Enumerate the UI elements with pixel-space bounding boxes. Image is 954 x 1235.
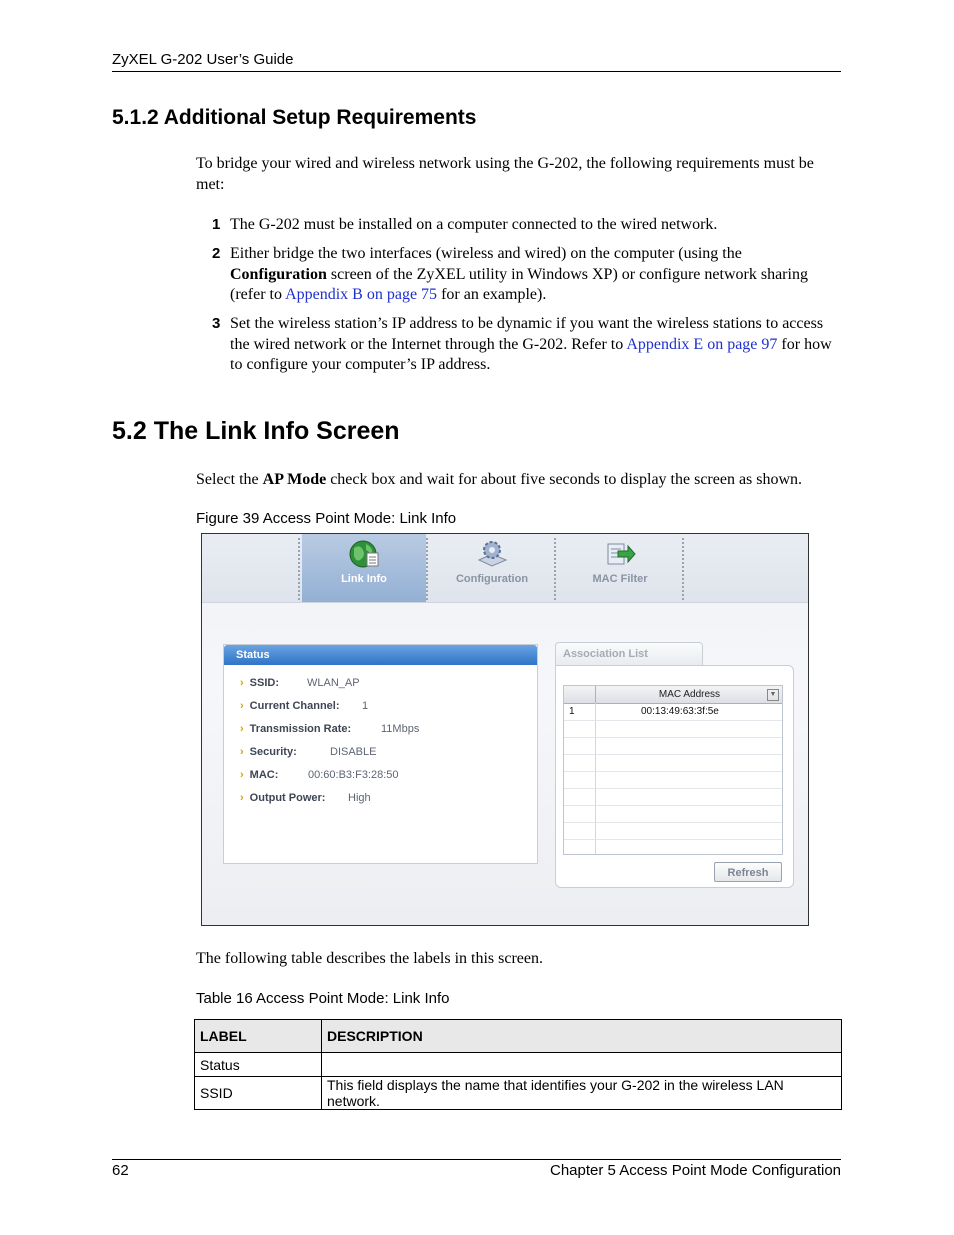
figure-caption: Figure 39 Access Point Mode: Link Info: [196, 510, 457, 527]
status-key: Security:: [249, 746, 297, 758]
chevron-right-icon: ›: [240, 769, 244, 781]
filter-icon: [604, 538, 636, 570]
ap-mode-term: AP Mode: [262, 471, 327, 488]
description-table: [194, 1019, 842, 1110]
association-panel: [555, 665, 794, 888]
status-title: Status: [224, 645, 537, 665]
table-row-mac: 00:13:49:63:3f:5e: [641, 706, 719, 717]
header-rule: [112, 71, 841, 72]
status-key: MAC:: [249, 769, 279, 781]
step-text-part: for an example).: [437, 286, 547, 303]
grid-line: [564, 720, 782, 721]
toolbar-separator: [554, 538, 556, 600]
toolbar-separator: [426, 538, 428, 600]
label-column-header: LABEL: [195, 1020, 322, 1053]
grid-line: [564, 737, 782, 738]
status-row-rate: [240, 723, 420, 735]
text-part: check box and wait for about five seconds to display the screen as shown.: [326, 471, 803, 488]
status-value: 00:60:B3:F3:28:50: [308, 769, 399, 781]
status-value: 11Mbps: [381, 723, 420, 735]
column-divider: [595, 703, 596, 854]
status-row-mac: [240, 769, 399, 781]
association-table-header: [564, 686, 782, 704]
status-key: SSID:: [249, 677, 280, 689]
step-bold-term: Configuration: [230, 265, 327, 283]
toolbar-separator: [298, 538, 300, 600]
status-panel: [223, 644, 538, 864]
tab-association-list[interactable]: Association List: [555, 642, 703, 666]
refresh-button[interactable]: Refresh: [714, 862, 782, 882]
step-text: [230, 314, 842, 376]
chevron-right-icon: ›: [240, 792, 244, 804]
step-text-part: Either bridge the two interfaces (wireless and wired) on the computer (using the: [230, 245, 742, 262]
status-row-channel: [240, 700, 369, 712]
step-number: 1: [212, 216, 221, 233]
table-header-row: [195, 1020, 842, 1053]
step-number: 3: [212, 315, 221, 332]
appendix-b-link[interactable]: Appendix B on page 75: [285, 286, 438, 303]
chevron-right-icon: ›: [240, 700, 244, 712]
status-row-security: [240, 746, 377, 758]
following-paragraph: The following table describes the labels in this screen.: [196, 950, 544, 967]
step-text: [230, 244, 842, 306]
gear-icon: [476, 538, 508, 570]
tab-label: Link Info: [341, 573, 387, 585]
footer-rule: [112, 1159, 841, 1160]
select-paragraph: [196, 470, 846, 491]
status-key: Current Channel:: [249, 700, 340, 712]
status-value: High: [348, 792, 371, 804]
status-value: WLAN_AP: [307, 677, 360, 689]
tab-label: Configuration: [455, 573, 529, 585]
tab-link-info[interactable]: [302, 534, 426, 602]
intro-paragraph: To bridge your wired and wireless network using the G-202, the following requirements must be met:: [196, 155, 814, 193]
chevron-right-icon: ›: [240, 723, 244, 735]
mac-address-column-header[interactable]: [595, 686, 783, 703]
toolbar: [202, 534, 808, 603]
status-value: DISABLE: [330, 746, 377, 758]
step-text-part: screen of the ZyXEL utility in Windows XP) or configure network sharing (refer to: [230, 265, 808, 303]
running-header: ZyXEL G-202 User’s Guide: [112, 51, 294, 68]
chevron-right-icon: ›: [240, 677, 244, 689]
table-cell-label: Status: [195, 1053, 322, 1077]
section-heading: 5.1.2 Additional Setup Requirements: [112, 106, 477, 129]
table-caption: Table 16 Access Point Mode: Link Info: [196, 990, 450, 1007]
table-row: [195, 1077, 842, 1110]
chevron-down-icon[interactable]: ▼: [767, 689, 779, 701]
link-info-screenshot: [201, 533, 809, 926]
grid-line: [564, 754, 782, 755]
status-key: Output Power:: [249, 792, 326, 804]
status-key: Transmission Rate:: [249, 723, 352, 735]
step-text: The G-202 must be installed on a computer connected to the wired network.: [230, 216, 718, 233]
association-table[interactable]: [563, 685, 783, 855]
grid-line: [564, 822, 782, 823]
status-row-ssid: [240, 677, 360, 689]
toolbar-separator: [682, 538, 684, 600]
footer-chapter-title: Chapter 5 Access Point Mode Configuration: [550, 1162, 841, 1179]
chevron-right-icon: ›: [240, 746, 244, 758]
table-cell-description: [322, 1053, 842, 1077]
globe-icon: [348, 538, 380, 570]
grid-line: [564, 805, 782, 806]
table-cell-label: SSID: [195, 1077, 322, 1110]
page-number: 62: [112, 1162, 129, 1179]
grid-line: [564, 771, 782, 772]
text-part: Select the: [196, 471, 263, 488]
status-row-power: [240, 792, 371, 804]
section-heading: 5.2 The Link Info Screen: [112, 417, 400, 445]
step-number: 2: [212, 245, 221, 262]
tab-configuration[interactable]: [430, 534, 554, 602]
tab-mac-filter[interactable]: [558, 534, 682, 602]
step-text-part: Set the wireless station’s IP address to be dynamic if you want the wireless stations to access the wired network or the Internet through the G-202. Refer to: [230, 315, 824, 353]
grid-line: [564, 788, 782, 789]
status-value: 1: [362, 700, 369, 712]
table-row: [195, 1053, 842, 1077]
grid-line: [564, 839, 782, 840]
tab-label: MAC Filter: [592, 573, 648, 585]
table-row-index: 1: [569, 706, 575, 717]
description-column-header: DESCRIPTION: [322, 1020, 842, 1053]
table-cell-description: This field displays the name that identifies your G-202 in the wireless LAN network.: [322, 1077, 842, 1110]
appendix-e-link[interactable]: Appendix E on page 97: [626, 335, 778, 353]
step-text-part: for how to configure your computer’s IP address.: [230, 335, 832, 373]
column-label: MAC Address: [658, 689, 721, 700]
